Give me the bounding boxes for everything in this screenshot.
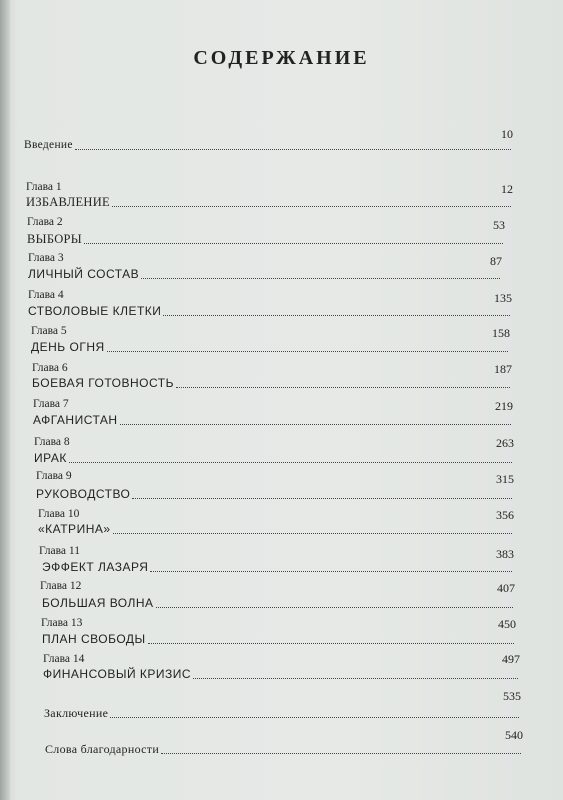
toc-entry-title: Слова благодарности <box>45 742 160 756</box>
chapter-label: Глава 7 <box>33 398 69 410</box>
toc-page-number: 219 <box>495 399 513 413</box>
toc-page-number: 497 <box>502 652 520 666</box>
chapter-label: Глава 13 <box>41 617 83 629</box>
chapter-label: Глава 6 <box>32 362 68 374</box>
toc-entry-acknowledgements[interactable] <box>45 728 523 757</box>
toc-page-number: 53 <box>493 218 505 232</box>
toc-page-number: 187 <box>494 362 512 376</box>
toc-entry-title: Заключение <box>44 706 109 720</box>
toc-entry-title: БОЛЬШАЯ ВОЛНА <box>42 596 154 610</box>
chapter-label: Глава 12 <box>40 580 82 592</box>
toc-entry-title: ЛИЧНЫЙ СОСТАВ <box>28 267 140 281</box>
dot-leader <box>161 752 521 754</box>
toc-page-number: 535 <box>503 689 521 703</box>
dot-leader <box>156 606 513 608</box>
toc-page-number: 10 <box>501 127 513 141</box>
dot-leader <box>148 642 514 644</box>
dot-leader <box>141 277 500 279</box>
toc-entry-title: АФГАНИСТАН <box>33 413 118 427</box>
toc-page-number: 87 <box>490 254 502 268</box>
toc-entry-title: «КАТРИНА» <box>38 522 111 536</box>
toc-entry-title: Введение <box>24 139 73 151</box>
toc-page-number: 450 <box>498 617 516 631</box>
toc-entry-title: ПЛАН СВОБОДЫ <box>42 632 146 646</box>
toc-page-number: 158 <box>492 326 510 340</box>
toc-entry-title: ИЗБАВЛЕНИЕ <box>26 195 110 209</box>
chapter-label: Глава 3 <box>28 252 64 264</box>
dot-leader <box>176 386 510 388</box>
dot-leader <box>69 461 512 463</box>
toc-page-number: 315 <box>496 472 514 486</box>
dot-leader <box>84 242 503 244</box>
chapter-label: Глава 11 <box>39 545 80 557</box>
toc-entry-introduction[interactable] <box>24 127 513 153</box>
chapter-label: Глава 1 <box>26 181 62 193</box>
chapter-label: Глава 2 <box>27 216 63 228</box>
page-title: СОДЕРЖАНИЕ <box>193 47 370 69</box>
dot-leader <box>75 148 511 150</box>
dot-leader <box>163 314 510 316</box>
toc-entry-title: ИРАК <box>34 451 67 465</box>
toc-entry-title: ВЫБОРЫ <box>27 232 83 246</box>
dot-leader <box>112 205 511 207</box>
toc-page-number: 135 <box>494 291 512 305</box>
dot-leader <box>132 497 512 499</box>
chapter-label: Глава 4 <box>28 289 64 301</box>
toc-page-number: 383 <box>496 547 514 561</box>
toc-entry-title: ФИНАНСОВЫЙ КРИЗИС <box>43 667 192 681</box>
chapter-label: Глава 9 <box>36 470 72 482</box>
toc-entry-title: ЭФФЕКТ ЛАЗАРЯ <box>42 560 149 574</box>
toc-page-number: 12 <box>501 182 513 196</box>
chapter-label: Глава 14 <box>43 653 85 665</box>
chapter-label: Глава 10 <box>38 508 80 520</box>
dot-leader <box>107 350 508 352</box>
toc-entry-title: ДЕНЬ ОГНЯ <box>31 340 105 354</box>
toc-entry-title: СТВОЛОВЫЕ КЛЕТКИ <box>28 304 162 318</box>
toc-page-number: 263 <box>496 436 514 450</box>
dot-leader <box>150 570 512 572</box>
dot-leader <box>120 423 511 425</box>
dot-leader <box>113 532 512 534</box>
toc-entry-conclusion[interactable] <box>44 689 521 721</box>
chapter-label: Глава 5 <box>31 325 67 337</box>
toc-page-number: 540 <box>505 728 523 742</box>
toc-entry-title: РУКОВОДСТВО <box>36 487 131 501</box>
toc-page-number: 407 <box>497 581 515 595</box>
toc-entry-title: БОЕВАЯ ГОТОВНОСТЬ <box>32 376 174 390</box>
dot-leader <box>110 716 519 718</box>
chapter-label: Глава 8 <box>34 436 70 448</box>
dot-leader <box>193 677 518 679</box>
toc-page-number: 356 <box>496 508 514 522</box>
